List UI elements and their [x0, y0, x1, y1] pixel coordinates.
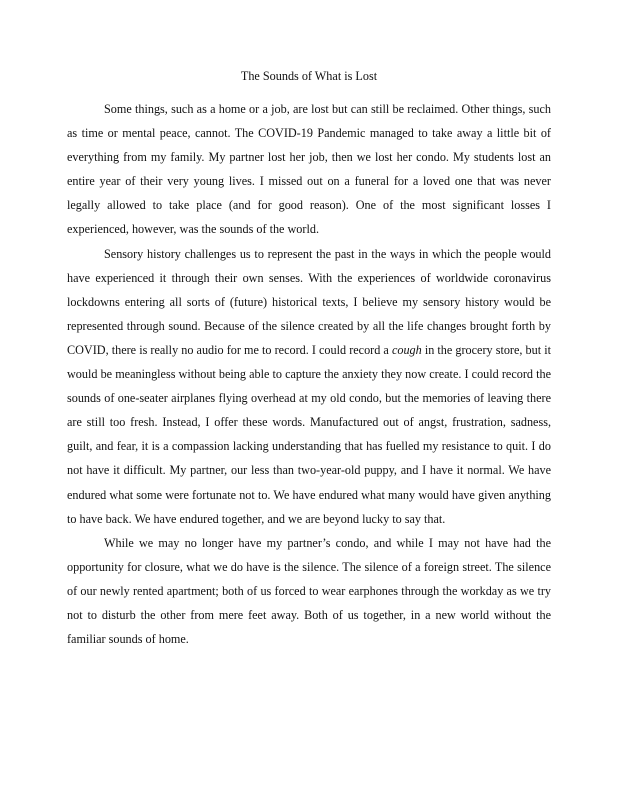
paragraph-2-emphasis: cough — [391, 342, 422, 357]
paragraph-1 — [67, 97, 551, 242]
document-title: The Sounds of What is Lost — [240, 69, 378, 83]
paragraph-2-text-end: in the grocery store, but it would be meaningless without being able to capture the anxiety they now create. I could record the sounds of one-seater airplanes flying overhead at my old condo, but the memories of leaving there are still too fresh. Instead, I offer these words. Manufactured out of angst, frustration, sadness, guilt, and fear, it is a compassion lacking understanding that has fuelled my resistance to quit. I do not have it difficult. My partner, our less than two-year-old puppy, and I have it normal. We have endured what some were fortunate not to. We have endured what many would have given anything to have back. We have endured together, and we are beyond lucky to say that. — [67, 342, 551, 526]
paragraph-2-text-start: Sensory history challenges us to represent the past in the ways in which the people would have experienced it through their own senses. With the experiences of worldwide coronavirus lockdowns entering all sorts of (future) historical texts, I believe my sensory history would be represented through sound. Because of the silence created by all the life changes brought forth by COVID, there is really no audio for me to record. I could record a — [67, 246, 551, 357]
document-body — [67, 97, 551, 651]
paragraph-3 — [67, 531, 551, 651]
paragraph-1-text: Some things, such as a home or a job, are lost but can still be reclaimed. Other things, such as time or mental peace, cannot. The COVID-19 Pandemic managed to take away a little bit of everything from my family. My partner lost her job, then we lost her condo. My students lost an entire year of their very young lives. I missed out on a funeral for a loved one that was never legally allowed to take place (and for good reason). One of the most significant losses I experienced, however, was the sounds of the world. — [67, 102, 551, 237]
paragraph-3-text: While we may no longer have my partner’s condo, and while I may not have had the opportunity for closure, what we do have is the silence. The silence of a foreign street. The silence of our newly rented apartment; both of us forced to wear earphones through the workday as we try not to disturb the other from mere feet away. Both of us together, in a new world without the familiar sounds of home. — [67, 535, 551, 647]
paragraph-2 — [67, 242, 551, 531]
